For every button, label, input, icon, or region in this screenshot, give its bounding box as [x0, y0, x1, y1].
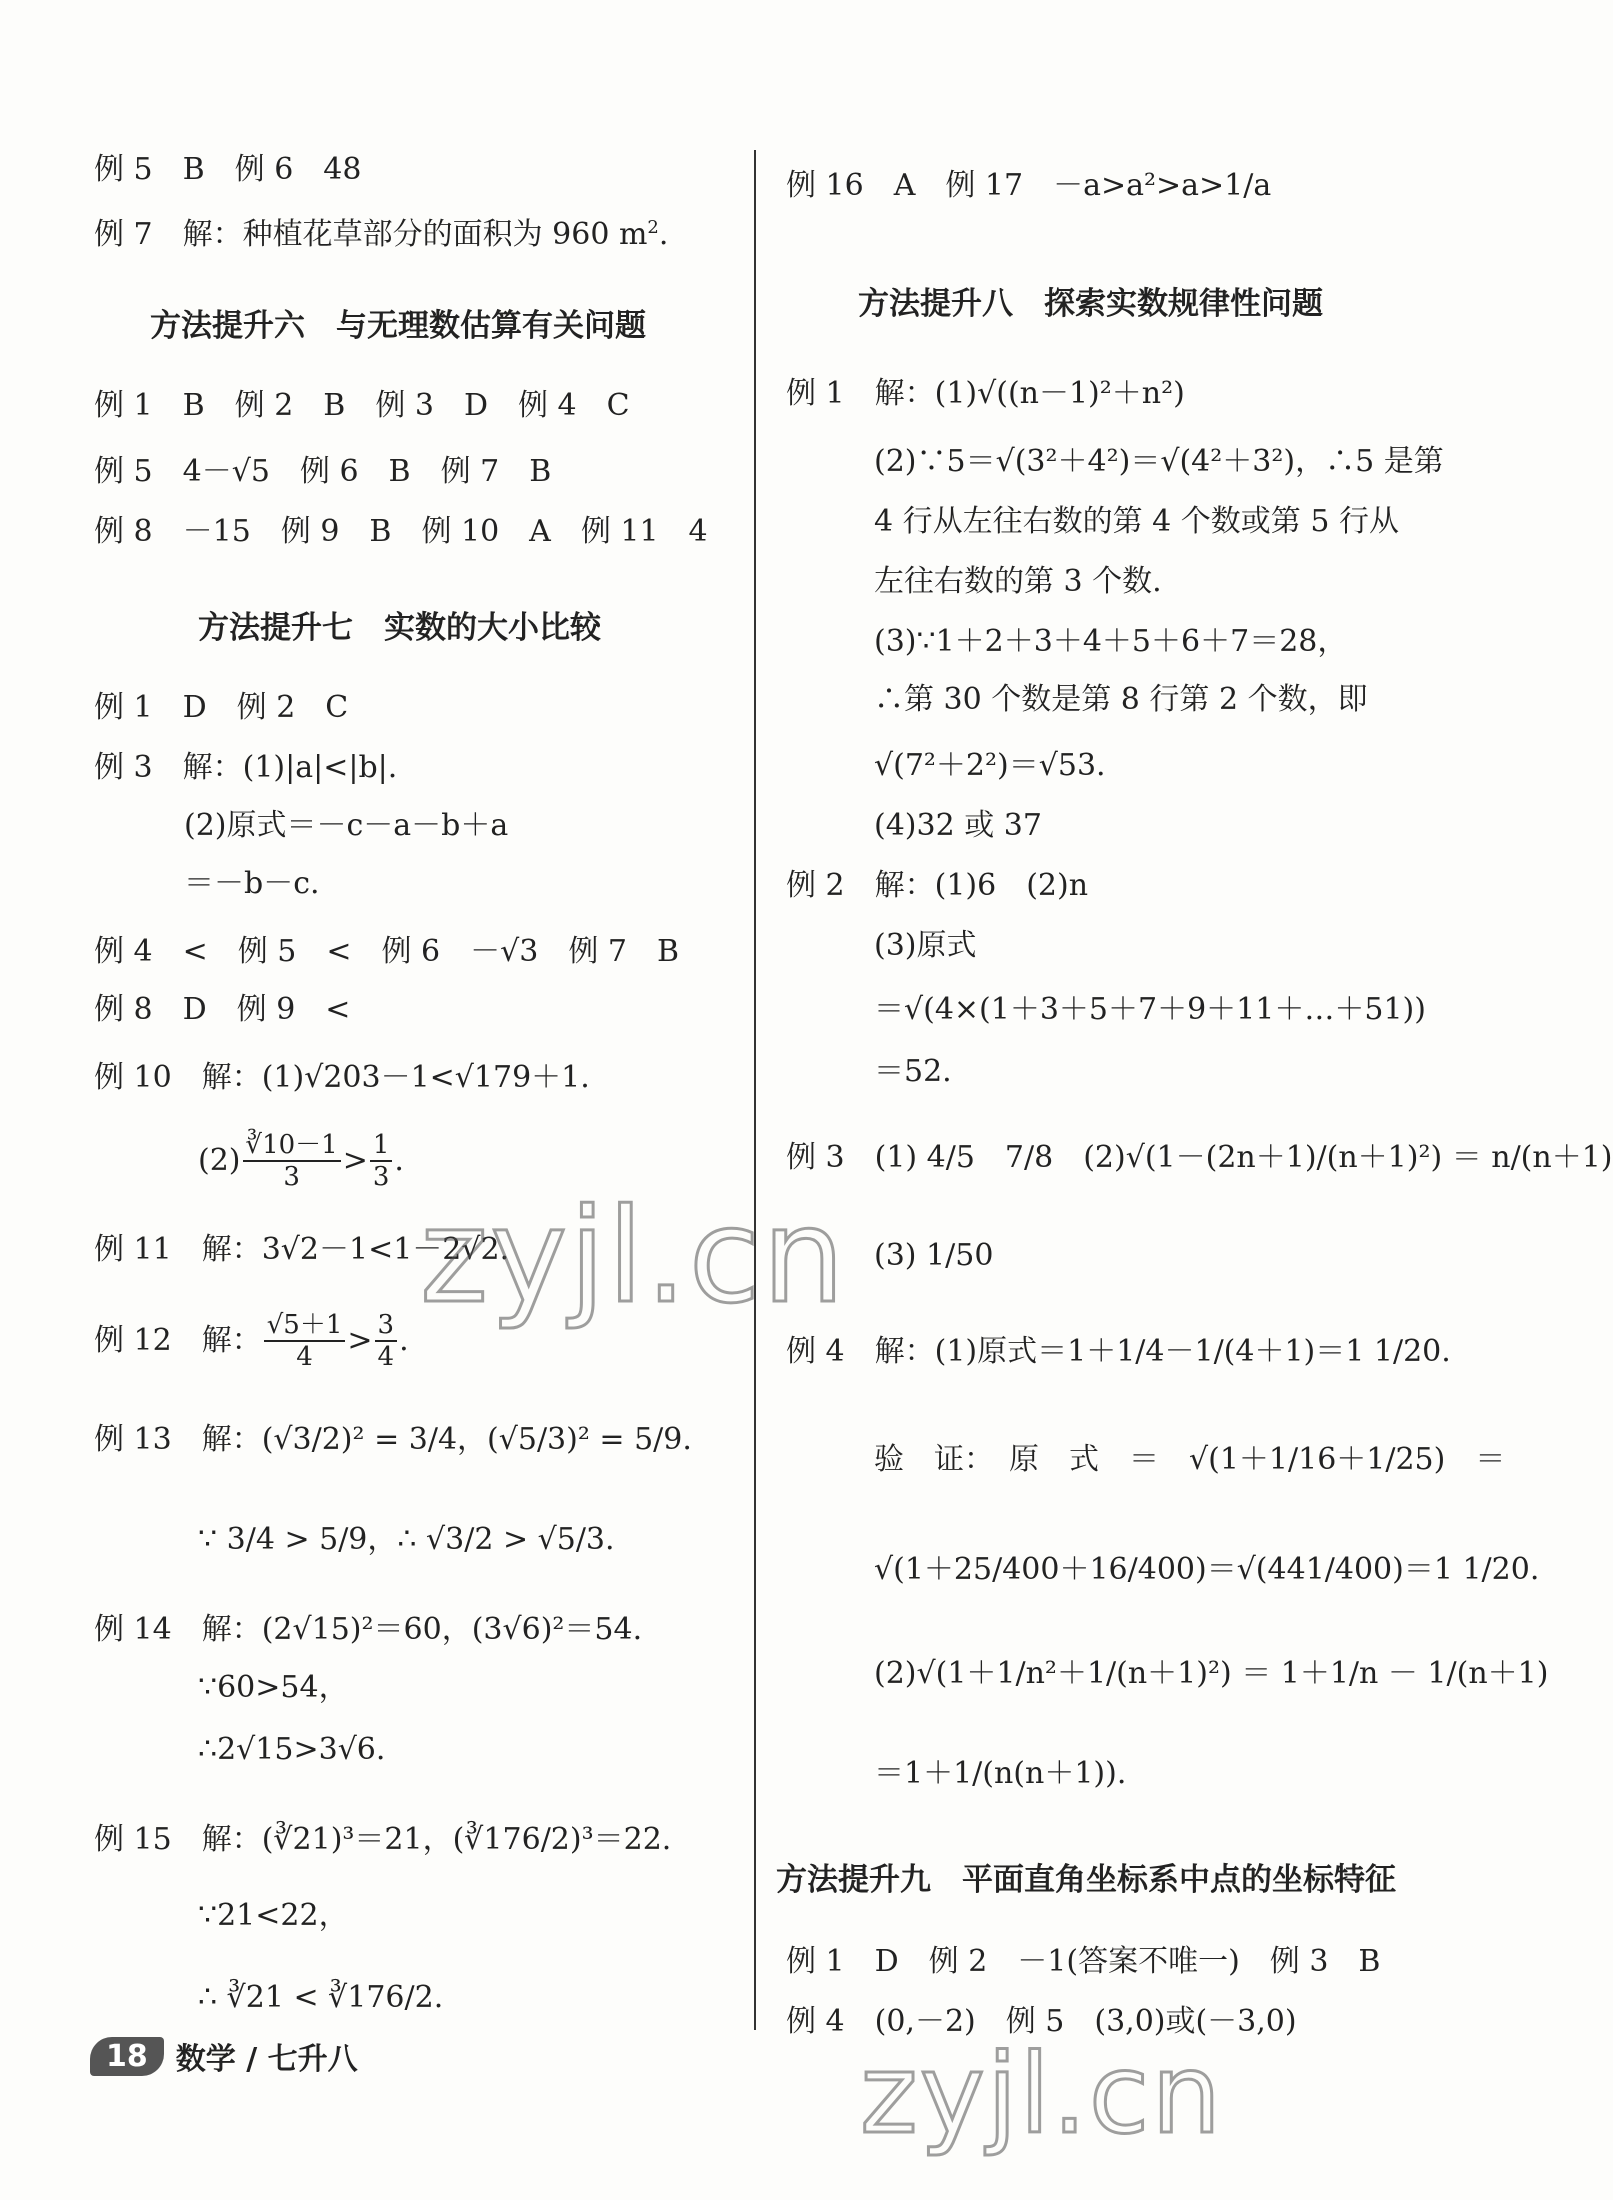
answer-line: (4)32 或 37: [874, 808, 1042, 843]
answer-line: ∴第 30 个数是第 8 行第 2 个数，即: [874, 682, 1368, 717]
answer-line: 例 2 解：(1)6 (2)n: [786, 868, 1089, 903]
answer-line: 例 11 解：3√2－1<1－2√2.: [94, 1232, 510, 1267]
answer-line: 例 8 －15 例 9 B 例 10 A 例 11 4: [94, 514, 708, 549]
answer-line: (3)原式: [874, 928, 977, 963]
answer-line: (2)原式＝－c－a－b＋a: [184, 808, 509, 843]
footer-subject: 数学 / 七升八: [175, 2042, 358, 2077]
answer-line: √(7²＋2²)＝√53.: [874, 748, 1106, 783]
answer-line: 例 5 B 例 6 48: [94, 152, 362, 187]
answer-line: 例 3 (1) 4/5 7/8 (2)√(1－(2n＋1)/(n＋1)²) ＝ n/(n＋1): [786, 1140, 1613, 1175]
fraction: $\frac{∛10-1}{3}$: [243, 1130, 341, 1192]
answer-line: 例 8 D 例 9 <: [94, 992, 351, 1027]
answer-line: 例 7 解：种植花草部分的面积为 960 $m^2$.: [94, 217, 669, 252]
column-divider: [754, 150, 756, 2030]
fraction: $\frac{√5+1}{4}$: [264, 1310, 346, 1372]
answer-line: 例 10 解：(1)√203－1<√179＋1.: [94, 1060, 590, 1095]
answer-line: (3) 1/50: [874, 1238, 994, 1273]
section-heading: 方法提升九 平面直角坐标系中点的坐标特征: [776, 1862, 1396, 1898]
watermark: zyjl.cn: [860, 2030, 1224, 2158]
answer-line: ＝1＋1/(n(n＋1)).: [874, 1756, 1127, 1791]
answer-line: (2) $\frac{∛10-1}{3}$ > $\frac{1}{3}$ .: [198, 1130, 404, 1192]
answer-line: 例 1 B 例 2 B 例 3 D 例 4 C: [94, 388, 630, 423]
answer-line: 例 1 解：(1)√((n－1)²＋n²): [786, 376, 1185, 411]
answer-line: ＝－b－c.: [184, 866, 320, 901]
section-heading: 方法提升六 与无理数估算有关问题: [150, 308, 646, 344]
page-footer: [90, 2034, 358, 2078]
section-heading: 方法提升八 探索实数规律性问题: [858, 286, 1323, 322]
answer-line: 左往右数的第 3 个数.: [874, 564, 1162, 599]
section-heading: 方法提升七 实数的大小比较: [198, 610, 601, 646]
answer-line: 例 4 < 例 5 < 例 6 －√3 例 7 B: [94, 934, 680, 969]
answer-line: 例 12 解： $\frac{√5+1}{4}$ > $\frac{3}{4}$ .: [94, 1310, 409, 1372]
answer-line: 验 证： 原 式 ＝ √(1＋1/16＋1/25) ＝: [874, 1442, 1506, 1477]
answer-line: ∴2√15>3√6.: [198, 1732, 386, 1767]
answer-line: 例 4 解：(1)原式＝1＋1/4－1/(4＋1)＝1 1/20.: [786, 1334, 1451, 1369]
answer-line: 例 3 解：(1)|a|<|b|.: [94, 750, 398, 785]
fraction: $\frac{1}{3}$: [370, 1130, 393, 1192]
answer-line: ∵60>54，: [198, 1670, 349, 1705]
answer-line: (3)∵1＋2＋3＋4＋5＋6＋7＝28，: [874, 624, 1348, 659]
answer-line: ∵ 3/4 > 5/9，∴ √3/2 > √5/3.: [198, 1522, 615, 1557]
answer-line: 例 1 D 例 2 C: [94, 690, 349, 725]
fraction: $\frac{3}{4}$: [375, 1310, 398, 1372]
answer-line: 例 1 D 例 2 －1(答案不唯一) 例 3 B: [786, 1944, 1381, 1979]
answer-line: 例 16 A 例 17 －a>a²>a>1/a: [786, 168, 1272, 203]
answer-line: ∴ ∛21 < ∛176/2.: [198, 1980, 444, 2015]
answer-line: 例 13 解：(√3/2)² = 3/4，(√5/3)² = 5/9.: [94, 1422, 692, 1457]
answer-line: (2)√(1＋1/n²＋1/(n＋1)²) ＝ 1＋1/n － 1/(n＋1): [874, 1656, 1549, 1691]
answer-line: ∵21<22，: [198, 1898, 349, 1933]
answer-line: 4 行从左往右数的第 4 个数或第 5 行从: [874, 504, 1399, 539]
watermark: zyjl.cn: [420, 1180, 847, 1332]
answer-line: 例 5 4－√5 例 6 B 例 7 B: [94, 454, 552, 489]
answer-line: 例 14 解：(2√15)²＝60，(3√6)²＝54.: [94, 1612, 643, 1647]
answer-line: ＝52.: [874, 1054, 952, 1089]
page-number: 18: [90, 2037, 164, 2076]
answer-line: √(1＋25/400＋16/400)＝√(441/400)＝1 1/20.: [874, 1552, 1540, 1587]
answer-line: ＝√(4×(1＋3＋5＋7＋9＋11＋…＋51)): [874, 992, 1426, 1027]
answer-line: (2)∵5＝√(3²＋4²)＝√(4²＋3²)，∴5 是第: [874, 444, 1444, 479]
answer-line: 例 15 解：(∛21)³＝21，(∛176/2)³＝22.: [94, 1822, 672, 1857]
answer-line: 例 4 (0,－2) 例 5 (3,0)或(－3,0): [786, 2004, 1297, 2039]
